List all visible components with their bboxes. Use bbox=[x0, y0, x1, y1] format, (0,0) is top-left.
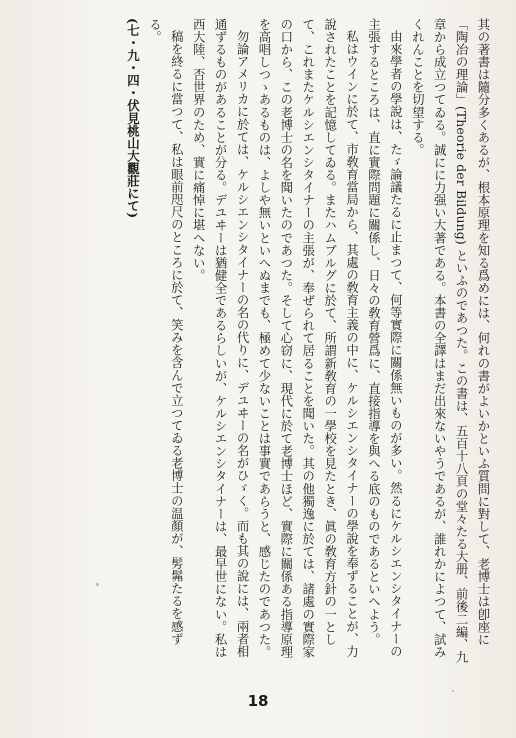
vertical-text-body bbox=[32, 18, 494, 670]
paragraph-5: 稿を終るに當つて、私は眼前咫尺のところに於て、笑みを含んで立つてゐる老博士の温顏が、髣髴たるを感ずる。 bbox=[147, 18, 185, 646]
date-place-signature: (七・九・四・伏見桃山大觀莊にて) bbox=[125, 18, 141, 219]
paragraph-2: 由來學者の學說は、たゞ論議たるに止まつて、何等實際に關係無いものが多い。然るにケルシエンシタイナーの主張するところは、直に實際問題に關係し、日々の敎育營爲に、直接指導を與へる底のものであるといへよう。 bbox=[366, 18, 404, 658]
paper-speck bbox=[452, 690, 454, 692]
paragraph-1: 其の著書は隨分多くあるが、根本原理を知る爲めには、何れの書がよいかといふ質問に對して、老博士は卽座に「陶冶の理論」(Theorie der Bildung) といふのであつた。この書は、五百十八頁の堂々たる大册、前後二編、九章から成立つてゐる。誠にに力强い大著である。本書の全譯はまだ出來ないやうであるが、誰れかによつて、試みくれんことを切望する。 bbox=[410, 18, 491, 664]
page-number: 18 bbox=[247, 692, 269, 710]
paragraph-4: 勿論アメリカに於ては、ケルシエンシタイナーの名の代りに、デユヰーの名がひゞく。而も其の說には、兩者相通ずるものがあることが分る。デユヰーは猶健全であるらしいが、ケルシエンシタイナーは、最早世にない。私は西大陸、否世界のため、實に痛悼に堪へない。 bbox=[191, 18, 251, 659]
paper-speck bbox=[96, 583, 99, 586]
paragraph-3: 私はウインに於て、市敎育當局から、其處の敎育主義の中に、ケルシエンシタイナーの學說を奉ずることが、力說されたことを記憶してゐる。またハムブルグに於て、所謂新敎育の一學校を見たとき、眞の敎育方針の一として、これまたケルシエンシタイナーの主張が、奉ぜられて居ることを聞いた。其の他獨逸に於ては、諸處の實際家の口から、この老博士の名を聞いたのであつた。そして心窃に、現代に於て老博士ほど、實際に關係ある指導原理を高唱しつゝあるものは、よしや無いといへぬまでも、極めて少ないことは事實であらうと、感じたのであつた。 bbox=[256, 18, 360, 659]
